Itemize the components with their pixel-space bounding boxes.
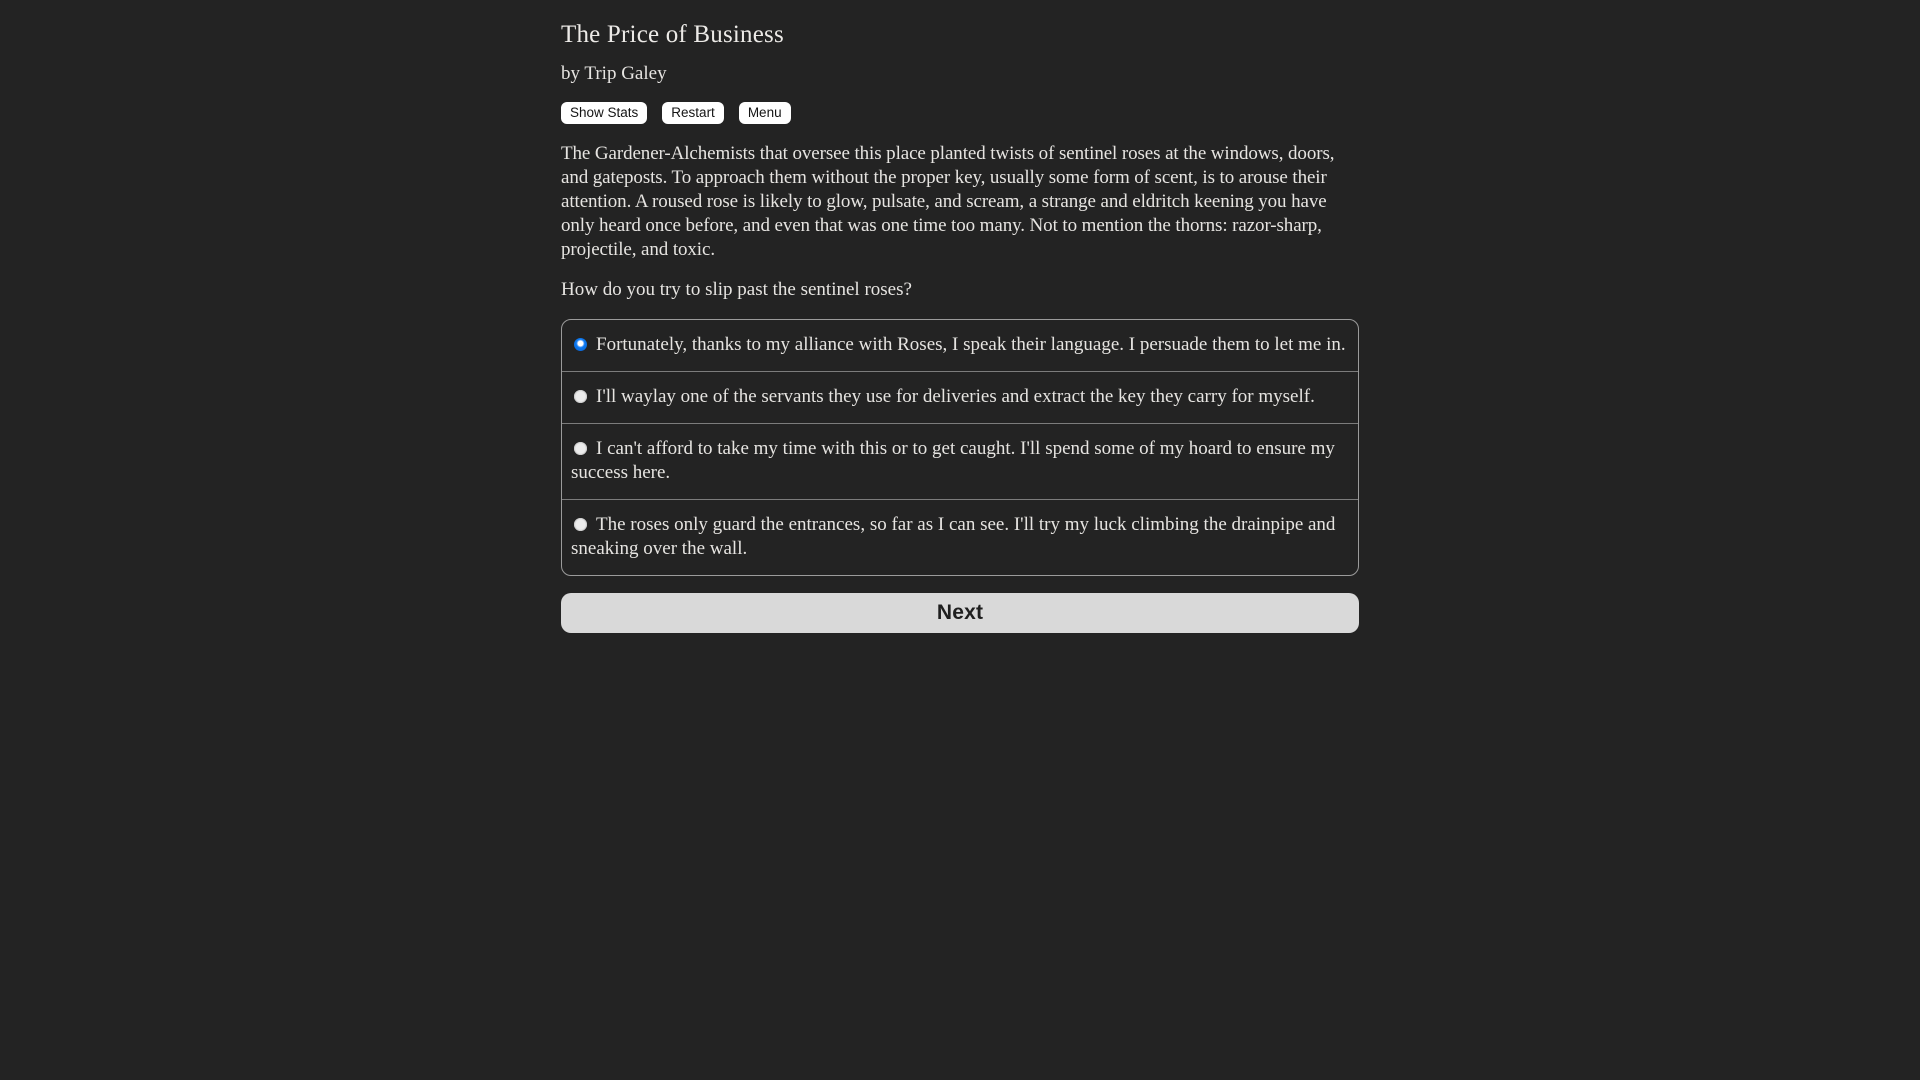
toolbar <box>561 102 1359 124</box>
choice-radio[interactable] <box>574 518 587 531</box>
choice-list <box>561 319 1359 576</box>
game-author: by Trip Galey <box>561 63 667 84</box>
choice-option[interactable] <box>562 423 1358 499</box>
story-paragraph: The Gardener-Alchemists that oversee this place planted twists of sentinel roses at the windows, doors, and gateposts. To approach them without the proper key, usually some form of scent, is to arouse their attention. A roused rose is likely to glow, pulsate, and scream, a strange and eldritch keening you have only heard once before, and even that was one time too many. Not to mention the thorns: razor-sharp, projectile, and toxic. <box>561 143 1335 260</box>
restart-button[interactable]: Restart <box>662 102 724 124</box>
choice-radio[interactable] <box>574 442 587 455</box>
next-button[interactable]: Next <box>561 593 1359 633</box>
choice-label: I'll waylay one of the servants they use for deliveries and extract the key they carry for myself. <box>596 386 1315 407</box>
choice-option[interactable] <box>562 499 1358 575</box>
choice-option[interactable] <box>562 371 1358 423</box>
story-page <box>561 0 1359 633</box>
choice-label: I can't afford to take my time with this or to get caught. I'll spend some of my hoard to ensure my success here. <box>571 438 1335 483</box>
choice-radio[interactable] <box>574 390 587 403</box>
choice-label: Fortunately, thanks to my alliance with Roses, I speak their language. I persuade them to let me in. <box>596 334 1346 355</box>
choice-option[interactable] <box>562 320 1358 371</box>
game-title: The Price of Business <box>561 21 784 48</box>
choice-radio[interactable] <box>574 338 587 351</box>
show-stats-button[interactable]: Show Stats <box>561 102 647 124</box>
story-question: How do you try to slip past the sentinel roses? <box>561 279 912 300</box>
menu-button[interactable]: Menu <box>739 102 791 124</box>
choice-label: The roses only guard the entrances, so far as I can see. I'll try my luck climbing the drainpipe and sneaking over the wall. <box>571 514 1336 559</box>
